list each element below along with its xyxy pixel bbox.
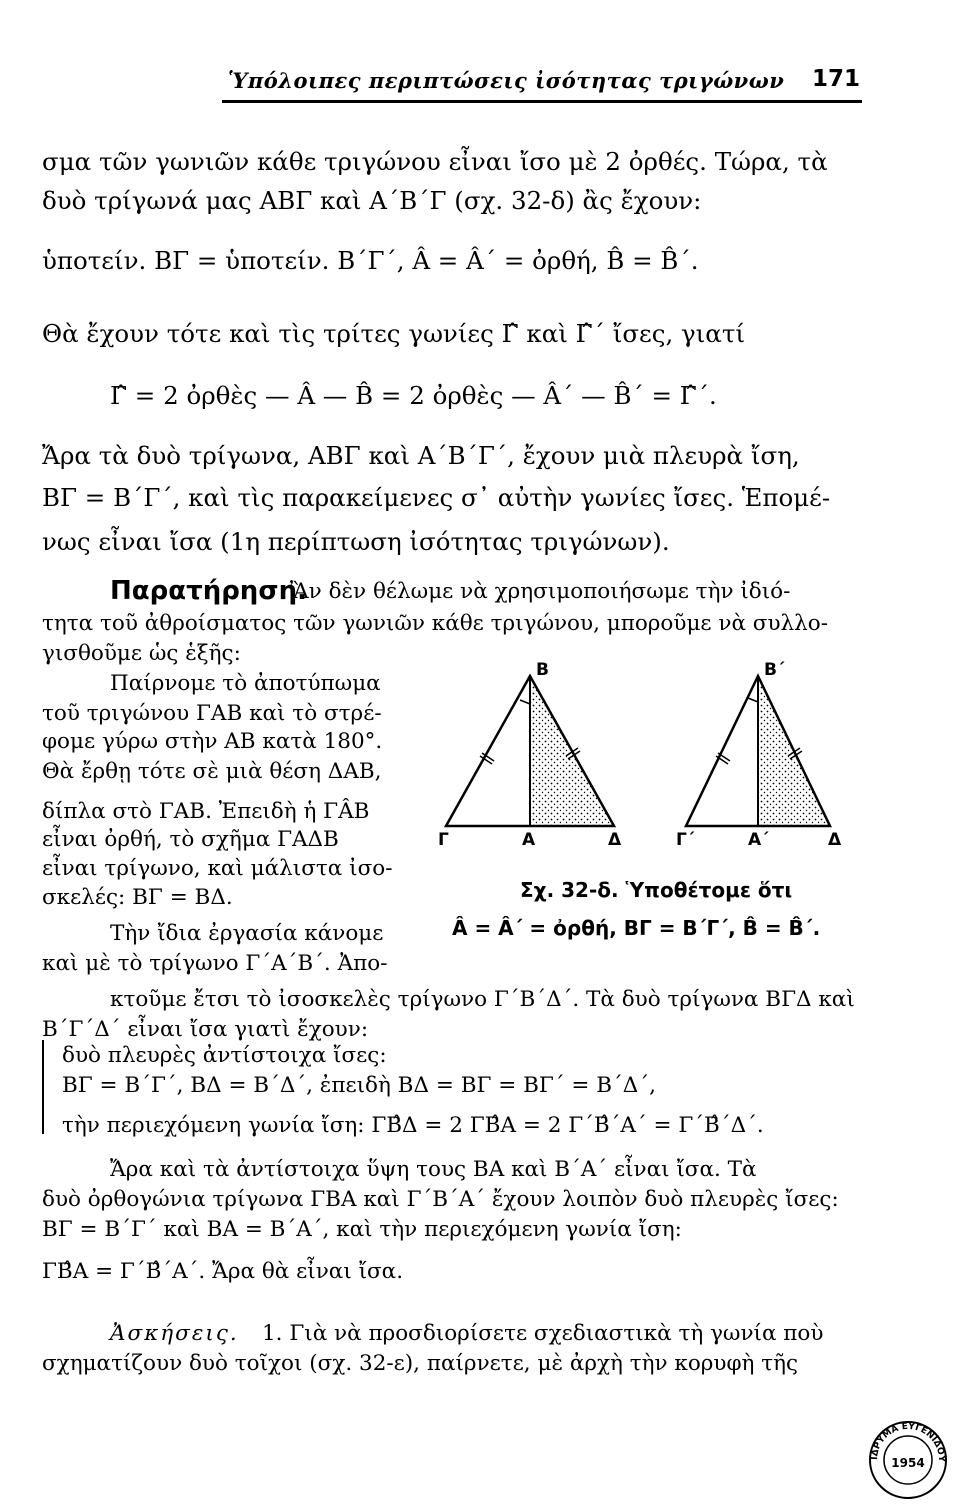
header-rule (222, 100, 862, 103)
library-stamp (868, 1420, 948, 1500)
label-Gamma-prime: Γ΄ (676, 830, 695, 850)
brace-line-1: δυὸ πλευρὲς ἀντίστοιχα ἴσες: (62, 1043, 387, 1068)
remark-col-line-8: σκελές: ΒΓ = ΒΔ. (42, 885, 233, 910)
curly-brace (42, 1040, 54, 1134)
body-line-6: Ἄρα τὰ δυὸ τρίγωνα, ΑΒΓ καὶ Α΄Β΄Γ΄, ἔχουν μιὰ πλευρὰ ἴση, (42, 441, 800, 470)
remark-line-1: Ἂν δὲν θέλωμε νὰ χρησιμοποιήσωμε τὴν ἰδιό- (290, 579, 791, 604)
remark-line-3: γισθοῦμε ὡς ἑξῆς: (42, 641, 241, 666)
exercises-label: Ἀσκήσεις. (110, 1321, 239, 1346)
figure-drawing (436, 662, 856, 862)
tail-line-2: δυὸ ὀρθογώνια τρίγωνα ΓΒΑ καὶ Γ΄Β΄Α΄ ἔχουν λοιπὸν δυὸ πλευρὲς ἴσες: (42, 1187, 839, 1212)
body-line-1: σμα τῶν γωνιῶν κάθε τριγώνου εἶναι ἴσο μὲ 2 ὀρθές. Τώρα, τὰ (42, 147, 828, 176)
remark-col-line-3: φομε γύρω στὴν ΑΒ κατὰ 180°. (42, 729, 383, 754)
body-line-8: νως εἶναι ἴσα (1η περίπτωση ἰσότητας τριγώνων). (42, 527, 670, 556)
remark-col-line-2: τοῦ τριγώνου ΓΑΒ καὶ τὸ στρέ- (42, 701, 382, 726)
continuation-line-1: κτοῦμε ἔτσι τὸ ἰσοσκελὲς τρίγωνο Γ΄Β΄Δ΄. Τὰ δυὸ τρίγωνα ΒΓΔ καὶ (110, 987, 855, 1012)
body-line-3: ὑποτείν. ΒΓ = ὑποτείν. Β΄Γ΄, Â = Â΄ = ὀρθή, B̂ = B̂΄. (42, 246, 699, 275)
remark-col-line-4: Θὰ ἔρθῃ τότε σὲ μιὰ θέση ΔΑΒ, (42, 759, 382, 784)
brace-line-3: τὴν περιεχόμενη γωνία ἴση: ΓΒ̂Δ = 2 ΓΒ̂Α = 2 Γ΄Β̂΄Α΄ = Γ΄Β̂΄Δ΄. (62, 1113, 764, 1138)
remark-line-2: τητα τοῦ ἀθροίσματος τῶν γωνιῶν κάθε τριγώνου, μποροῦμε νὰ συλλο- (42, 611, 829, 636)
body-line-5: Γ̂ = 2 ὀρθὲς — Â — B̂ = 2 ὀρθὲς — Â΄ — B̂΄ = Γ̂΄. (110, 381, 717, 410)
remark-col-line-6: εἶναι ὀρθή, τὸ σχῆμα ΓΑΔΒ (42, 827, 339, 852)
exercises-line-2: σχηματίζουν δυὸ τοῖχοι (σχ. 32-ε), παίρνετε, μὲ ἀρχὴ τὴν κορυφὴ τῆς (42, 1351, 799, 1376)
remark-col-line-7: εἶναι τρίγωνο, καὶ μάλιστα ἰσο- (42, 856, 393, 881)
stamp-text: ΙΔΡΥΜΑ ΕΥΓΕΝΙΔΟΥ (869, 1421, 947, 1463)
tail-line-4: ΓΒ̂Α = Γ΄Β̂΄Α΄. Ἄρα θὰ εἶναι ἴσα. (42, 1259, 404, 1284)
body-line-4: Θὰ ἔχουν τότε καὶ τὶς τρίτες γωνίες Γ̂ καὶ Γ̂΄ ἴσες, γιατί (42, 319, 745, 348)
label-B: Β (536, 660, 549, 680)
exercises-line-1: 1. Γιὰ νὰ προσδιορίσετε σχεδιαστικὰ τὴ γωνία ποὺ (262, 1321, 824, 1346)
page-number: 171 (811, 66, 860, 92)
running-header (228, 64, 860, 94)
tail-line-3: ΒΓ = Β΄Γ΄ καὶ ΒΑ = Β΄Α΄, καὶ τὴν περιεχόμενη γωνία ἴση: (42, 1217, 682, 1242)
brace-line-2: ΒΓ = Β΄Γ΄, ΒΔ = Β΄Δ΄, ἐπειδὴ ΒΔ = ΒΓ = ΒΓ΄ = Β΄Δ΄, (62, 1073, 656, 1098)
tail-line-1: Ἄρα καὶ τὰ ἀντίστοιχα ὕψη τους ΒΑ καὶ Β΄Α΄ εἶναι ἴσα. Τὰ (110, 1157, 757, 1182)
remark-col-line-9: Τὴν ἴδια ἐργασία κάνομε (110, 921, 384, 946)
remark-heading: Παρατήρηση. (110, 576, 307, 606)
label-Delta: Δ (608, 830, 622, 850)
figure-caption-1: Σχ. 32-δ. Ὑποθέτομε ὅτι (520, 878, 793, 902)
chapter-title: Ὑπόλοιπες περιπτώσεις ἰσότητας τριγώνων (228, 68, 785, 93)
remark-col-line-10: καὶ μὲ τὸ τρίγωνο Γ΄Α΄Β΄. Ἀπο- (42, 951, 388, 976)
stamp-year: 1954 (891, 1456, 925, 1470)
label-A: Α (522, 830, 536, 850)
remark-col-line-1: Παίρνομε τὸ ἀποτύπωμα (110, 671, 381, 696)
label-B-prime: Β΄ (764, 660, 785, 680)
label-Gamma: Γ (438, 830, 449, 850)
body-line-2: δυὸ τρίγωνά μας ΑΒΓ καὶ Α΄Β΄Γ (σχ. 32-δ) ἂς ἔχουν: (42, 186, 702, 215)
remark-col-line-5: δίπλα στὸ ΓΑΒ. Ἐπειδὴ ἡ ΓÂΒ (42, 799, 370, 824)
continuation-line-2: Β΄Γ΄Δ΄ εἶναι ἴσα γιατὶ ἔχουν: (42, 1017, 369, 1042)
label-A-prime: Α΄ (748, 830, 769, 850)
figure-caption-2: Â = Â΄ = ὀρθή, ΒΓ = Β΄Γ΄, B̂ = B̂΄. (452, 916, 821, 940)
label-Delta-2: Δ (828, 830, 842, 850)
body-line-7: ΒΓ = Β΄Γ΄, καὶ τὶς παρακείμενες σ᾽ αὐτὴν γωνίες ἴσες. Ἑπομέ- (42, 483, 831, 512)
figure-32d (436, 662, 856, 862)
